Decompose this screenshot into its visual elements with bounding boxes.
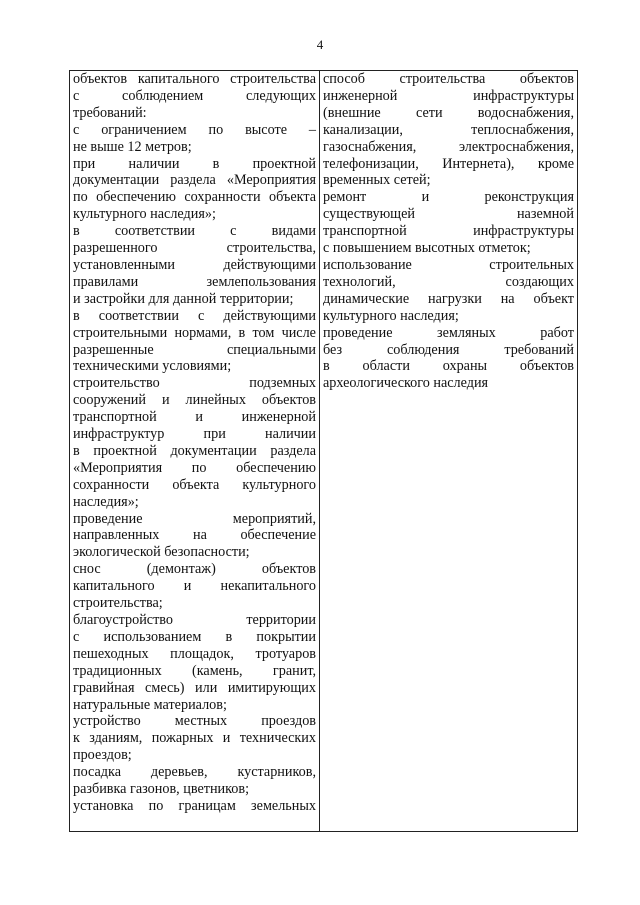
regulations-table	[69, 70, 578, 832]
left-cell-text	[73, 71, 316, 815]
page-number: 4	[316, 37, 324, 52]
text-line: при наличии в проектной	[73, 155, 316, 172]
text-line: устройство местных проездов	[73, 713, 316, 730]
text-line: технологий, создающих	[323, 273, 574, 290]
left-cell	[70, 71, 320, 832]
text-line: пешеходных площадок, тротуаров	[73, 645, 316, 662]
text-line: наследия»;	[73, 493, 139, 510]
text-line: способ строительства объектов	[323, 71, 574, 87]
text-line: транспортной и инженерной	[73, 409, 316, 426]
text-line: разбивка газонов, цветников;	[73, 781, 250, 798]
text-line: газоснабжения, электроснабжения,	[323, 138, 574, 155]
text-line: использование строительных	[323, 256, 574, 273]
text-line: проведение мероприятий,	[73, 510, 316, 527]
text-line: установка по границам земельных	[73, 797, 316, 814]
text-line: культурного наследия»;	[73, 206, 216, 223]
text-line: (внешние сети водоснабжения,	[323, 104, 574, 121]
text-line: в области охраны объектов	[323, 358, 574, 375]
text-line: с ограничением по высоте –	[73, 121, 316, 138]
text-line: к зданиям, пожарных и технических	[73, 730, 316, 747]
text-line: инженерной инфраструктуры	[323, 87, 574, 104]
text-line: документации раздела «Мероприятия	[73, 172, 316, 189]
text-line: сооружений и линейных объектов	[73, 392, 316, 409]
text-line: временных сетей;	[323, 172, 431, 189]
text-line: правилами землепользования	[73, 273, 316, 290]
text-line: благоустройство территории	[73, 612, 316, 628]
right-cell-text	[323, 71, 574, 392]
text-line: по обеспечению сохранности объекта	[73, 189, 316, 206]
text-line: с использованием в покрытии	[73, 628, 316, 645]
text-line: не выше 12 метров;	[73, 138, 192, 155]
text-line: с повышением высотных отметок;	[323, 240, 531, 257]
text-line: требований:	[73, 104, 147, 121]
text-line: сохранности объекта культурного	[73, 476, 316, 493]
text-line: археологического наследия	[323, 375, 489, 392]
text-line: строительство подземных	[73, 375, 316, 392]
text-line: ремонт и реконструкция	[323, 189, 574, 206]
text-line: проездов;	[73, 747, 132, 764]
text-line: без соблюдения требований	[323, 341, 574, 358]
text-line: в соответствии с действующими	[73, 307, 316, 324]
text-line: инфраструктур при наличии	[73, 426, 316, 443]
text-line: с соблюдением следующих	[73, 87, 316, 104]
text-line: снос (демонтаж) объектов	[73, 561, 316, 578]
text-line: капитального и некапитального	[73, 578, 316, 595]
text-line: существующей наземной	[323, 206, 574, 223]
text-line: транспортной инфраструктуры	[323, 223, 574, 240]
text-line: разрешенного строительства,	[73, 240, 316, 257]
text-line: культурного наследия;	[323, 307, 459, 324]
text-line: установленными действующими	[73, 256, 316, 273]
right-cell	[320, 71, 578, 832]
text-line: направленных на обеспечение	[73, 527, 316, 544]
text-line: строительства;	[73, 595, 163, 612]
text-line: гравийная смесь) или имитирующих	[73, 679, 316, 696]
text-line: строительными нормами, в том числе	[73, 324, 316, 341]
text-line: разрешенные специальными	[73, 341, 316, 358]
text-line: посадка деревьев, кустарников,	[73, 764, 316, 781]
text-line: динамические нагрузки на объект	[323, 290, 574, 307]
text-line: и застройки для данной территории;	[73, 290, 294, 307]
text-line: телефонизации, Интернета), кроме	[323, 155, 574, 172]
text-line: натуральные материалов;	[73, 696, 227, 713]
text-line: традиционных (камень, гранит,	[73, 662, 316, 679]
text-line: техническими условиями;	[73, 358, 232, 375]
text-line: в проектной документации раздела	[73, 442, 316, 459]
text-line: экологической безопасности;	[73, 544, 250, 561]
text-line: «Мероприятия по обеспечению	[73, 459, 316, 476]
text-line: в соответствии с видами	[73, 223, 316, 240]
text-line: канализации, теплоснабжения,	[323, 121, 574, 138]
text-line: проведение земляных работ	[323, 324, 574, 341]
text-line: объектов капитального строительства	[73, 71, 316, 87]
table-row	[70, 71, 578, 832]
